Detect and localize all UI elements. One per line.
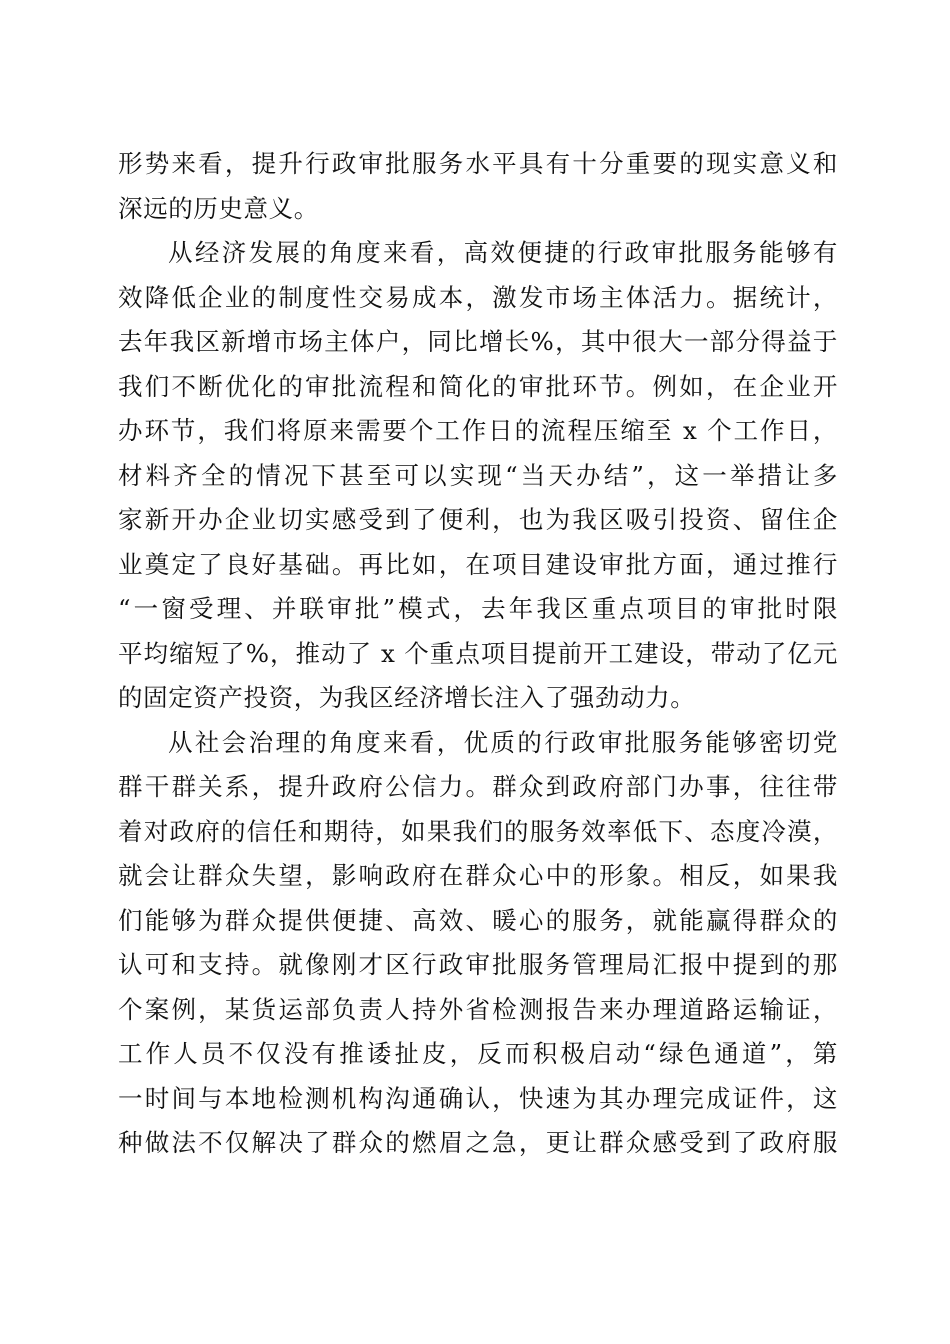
- text-line: 着对政府的信任和期待，如果我们的服务效率低下、态度冷漠，: [118, 816, 838, 846]
- text-line: 们能够为群众提供便捷、高效、暖心的服务，就能赢得群众的: [118, 905, 838, 935]
- text-line: 群干群关系，提升政府公信力。群众到政府部门办事，往往带: [118, 772, 838, 801]
- paragraph-start-line: 从社会治理的角度来看，优质的行政审批服务能够密切党: [168, 727, 838, 757]
- text-line: “一窗受理、并联审批”模式，去年我区重点项目的审批时限: [118, 594, 838, 623]
- paragraph-start-line: 从经济发展的角度来看，高效便捷的行政审批服务能够有: [168, 238, 838, 267]
- text-line: 深远的历史意义。: [118, 193, 319, 223]
- text-line: 个案例，某货运部负责人持外省检测报告来办理道路运输证，: [118, 994, 838, 1024]
- text-line: 效降低企业的制度性交易成本，激发市场主体活力。据统计，: [118, 282, 838, 312]
- text-line: 业奠定了良好基础。再比如，在项目建设审批方面，通过推行: [118, 549, 838, 579]
- text-line: 办环节，我们将原来需要个工作日的流程压缩至 x 个工作日，: [118, 416, 838, 445]
- text-line: 就会让群众失望，影响政府在群众心中的形象。相反，如果我: [118, 861, 838, 890]
- body-text: [118, 142, 838, 1166]
- text-line: 我们不断优化的审批流程和简化的审批环节。例如，在企业开: [118, 371, 838, 401]
- text-line: 家新开办企业切实感受到了便利，也为我区吸引投资、留住企: [118, 505, 838, 534]
- text-line: 种做法不仅解决了群众的燃眉之急，更让群众感受到了政府服: [118, 1128, 838, 1157]
- text-line: 一时间与本地检测机构沟通确认，快速为其办理完成证件，这: [118, 1083, 838, 1113]
- text-line: 材料齐全的情况下甚至可以实现“当天办结”，这一举措让多: [118, 460, 838, 490]
- text-line: 形势来看，提升行政审批服务水平具有十分重要的现实意义和: [118, 149, 838, 178]
- text-line: 认可和支持。就像刚才区行政审批服务管理局汇报中提到的那: [118, 950, 838, 979]
- text-line: 工作人员不仅没有推诿扯皮，反而积极启动“绿色通道”，第: [118, 1039, 838, 1068]
- text-line: 平均缩短了%，推动了 x 个重点项目提前开工建设，带动了亿元: [118, 638, 838, 668]
- text-line: 去年我区新增市场主体户，同比增长%，其中很大一部分得益于: [118, 327, 838, 356]
- text-line: 的固定资产投资，为我区经济增长注入了强劲动力。: [118, 683, 696, 712]
